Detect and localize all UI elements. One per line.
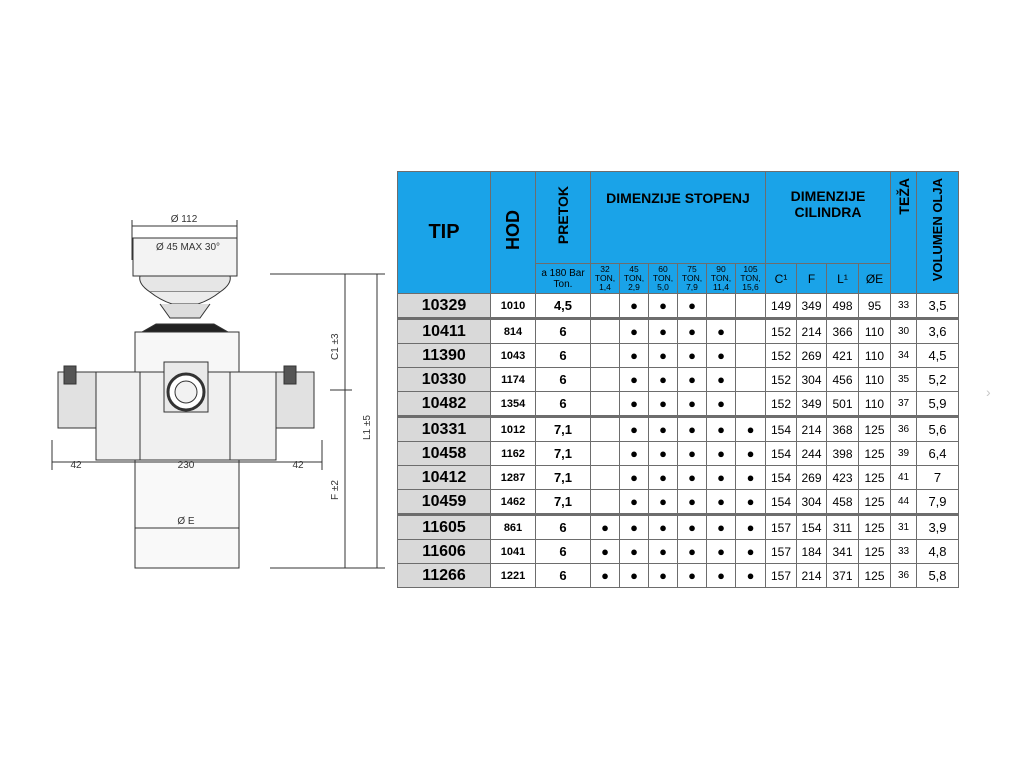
cell-l1: 341 [827,540,859,564]
cell-stage-1 [591,392,620,417]
cell-stage-3: ● [649,540,678,564]
table-row [398,344,959,368]
dim-l1: L1 ±5 [362,415,373,440]
cell-l1: 498 [827,294,859,319]
table-body [398,294,959,588]
header-pretok: PRETOK [536,172,591,264]
cell-pretok: 6 [536,368,591,392]
table-row [398,515,959,540]
cell-stage-3: ● [649,294,678,319]
cell-hod: 1010 [491,294,536,319]
cell-f: 304 [797,490,827,515]
cell-teza: 33 [891,294,917,319]
cell-stage-1: ● [591,564,620,588]
dim-left-42: 42 [70,460,82,471]
cell-teza: 30 [891,319,917,344]
cell-stage-1 [591,466,620,490]
cell-volumen: 5,8 [917,564,959,588]
cell-c1: 149 [766,294,797,319]
header-stage-3: 60 TON, 5,0 [649,264,678,294]
cell-stage-1 [591,319,620,344]
cell-tip: 10482 [398,392,491,417]
cell-teza: 36 [891,564,917,588]
cell-pretok: 7,1 [536,417,591,442]
header-tip: TIP [398,172,491,294]
cell-stage-5: ● [707,540,736,564]
cell-tip: 10331 [398,417,491,442]
cell-e: 125 [859,490,891,515]
dim-f: F ±2 [330,480,341,500]
cell-tip: 10412 [398,466,491,490]
cell-pretok: 6 [536,564,591,588]
dim-diameter-e: Ø E [177,516,195,527]
cell-stage-2: ● [620,344,649,368]
cell-f: 349 [797,392,827,417]
header-dimenzije-stopenj: DIMENZIJE STOPENJ [591,172,766,264]
cell-volumen: 6,4 [917,442,959,466]
cell-l1: 456 [827,368,859,392]
cell-stage-3: ● [649,417,678,442]
cell-l1: 423 [827,466,859,490]
header-stage-1: 32 TON, 1,4 [591,264,620,294]
cell-stage-6: ● [736,417,766,442]
cell-f: 244 [797,442,827,466]
cell-teza: 39 [891,442,917,466]
cell-f: 269 [797,344,827,368]
cell-stage-2: ● [620,515,649,540]
cell-volumen: 7,9 [917,490,959,515]
cell-stage-3: ● [649,344,678,368]
cell-c1: 157 [766,564,797,588]
cell-hod: 1174 [491,368,536,392]
cell-stage-5: ● [707,564,736,588]
cell-e: 125 [859,540,891,564]
cell-stage-6: ● [736,515,766,540]
dim-diameter-112: Ø 112 [170,214,198,225]
header-dimenzije-cilindra: DIMENZIJE CILINDRA [766,172,891,264]
header-c1: C¹ [766,264,797,294]
cell-stage-6: ● [736,490,766,515]
cell-stage-2: ● [620,540,649,564]
cell-stage-3: ● [649,368,678,392]
cell-pretok: 6 [536,344,591,368]
cell-stage-4: ● [678,417,707,442]
header-stage-2: 45 TON, 2,9 [620,264,649,294]
cell-stage-6 [736,368,766,392]
cell-teza: 41 [891,466,917,490]
table-row [398,417,959,442]
cell-hod: 814 [491,319,536,344]
cell-teza: 36 [891,417,917,442]
cell-hod: 1162 [491,442,536,466]
cell-f: 214 [797,564,827,588]
cell-l1: 368 [827,417,859,442]
cell-c1: 152 [766,368,797,392]
table-row [398,564,959,588]
dim-right-42: 42 [292,460,304,471]
cell-stage-3: ● [649,392,678,417]
cell-teza: 33 [891,540,917,564]
cell-stage-4: ● [678,564,707,588]
cell-stage-5: ● [707,466,736,490]
cell-e: 110 [859,392,891,417]
cell-stage-5: ● [707,368,736,392]
cell-pretok: 7,1 [536,490,591,515]
cell-stage-1 [591,344,620,368]
cell-stage-1 [591,368,620,392]
cell-tip: 10458 [398,442,491,466]
cell-stage-4: ● [678,294,707,319]
cell-c1: 152 [766,344,797,368]
cell-hod: 1221 [491,564,536,588]
cell-stage-6 [736,344,766,368]
cell-hod: 1041 [491,540,536,564]
cell-tip: 10330 [398,368,491,392]
cell-stage-4: ● [678,490,707,515]
cell-stage-2: ● [620,442,649,466]
cell-c1: 154 [766,442,797,466]
cell-stage-3: ● [649,442,678,466]
cell-tip: 11266 [398,564,491,588]
cell-volumen: 5,9 [917,392,959,417]
cell-stage-3: ● [649,319,678,344]
header-stage-6: 105 TON, 15,6 [736,264,766,294]
cell-stage-1 [591,417,620,442]
header-hod: HOD [491,172,536,294]
cell-c1: 154 [766,417,797,442]
table-row [398,540,959,564]
cell-c1: 152 [766,319,797,344]
cell-stage-4: ● [678,466,707,490]
cell-volumen: 4,5 [917,344,959,368]
cell-stage-2: ● [620,490,649,515]
cell-l1: 311 [827,515,859,540]
cell-stage-5: ● [707,515,736,540]
cell-f: 154 [797,515,827,540]
cell-stage-4: ● [678,344,707,368]
cell-stage-5 [707,294,736,319]
header-stage-5: 90 TON, 11,4 [707,264,736,294]
cell-e: 125 [859,466,891,490]
cell-hod: 1354 [491,392,536,417]
cell-volumen: 5,2 [917,368,959,392]
cell-c1: 154 [766,490,797,515]
cell-stage-6: ● [736,466,766,490]
cell-e: 125 [859,442,891,466]
cell-stage-2: ● [620,392,649,417]
table-row [398,466,959,490]
cell-pretok: 6 [536,540,591,564]
cell-c1: 157 [766,515,797,540]
cell-c1: 154 [766,466,797,490]
cell-stage-2: ● [620,368,649,392]
cell-stage-6: ● [736,540,766,564]
cell-pretok: 7,1 [536,466,591,490]
chevron-right-icon[interactable]: › [986,384,991,400]
table-row [398,319,959,344]
cell-stage-1 [591,442,620,466]
cell-l1: 371 [827,564,859,588]
cell-teza: 34 [891,344,917,368]
cell-pretok: 6 [536,319,591,344]
cell-c1: 152 [766,392,797,417]
cell-f: 214 [797,319,827,344]
cell-stage-6 [736,294,766,319]
cell-l1: 458 [827,490,859,515]
header-pretok-sub: a 180 Bar Ton. [536,264,591,294]
cell-teza: 37 [891,392,917,417]
cell-stage-4: ● [678,540,707,564]
cell-teza: 44 [891,490,917,515]
dim-c1: C1 ±3 [330,333,341,360]
cell-teza: 35 [891,368,917,392]
cell-pretok: 6 [536,515,591,540]
cell-pretok: 6 [536,392,591,417]
cell-volumen: 3,5 [917,294,959,319]
cell-volumen: 7 [917,466,959,490]
cell-stage-4: ● [678,442,707,466]
cell-f: 214 [797,417,827,442]
cell-volumen: 5,6 [917,417,959,442]
cell-c1: 157 [766,540,797,564]
cell-hod: 1012 [491,417,536,442]
cell-f: 304 [797,368,827,392]
cell-hod: 1287 [491,466,536,490]
cell-tip: 10459 [398,490,491,515]
cylinder-drawing [40,200,390,580]
cell-stage-5: ● [707,319,736,344]
cell-stage-6 [736,319,766,344]
cell-stage-3: ● [649,515,678,540]
cell-hod: 1462 [491,490,536,515]
cell-stage-2: ● [620,564,649,588]
cell-stage-2: ● [620,319,649,344]
cell-f: 184 [797,540,827,564]
cell-l1: 421 [827,344,859,368]
header-volumen-olja: VOLUMEN OLJA [917,172,959,294]
cell-tip: 10411 [398,319,491,344]
dim-diameter-45: Ø 45 MAX 30° [155,242,221,253]
cell-tip: 11390 [398,344,491,368]
cell-teza: 31 [891,515,917,540]
cell-f: 269 [797,466,827,490]
cell-f: 349 [797,294,827,319]
cell-stage-4: ● [678,319,707,344]
header-teza: TEŽA [891,172,917,294]
cell-pretok: 7,1 [536,442,591,466]
table-row [398,368,959,392]
cell-tip: 11605 [398,515,491,540]
cell-stage-6: ● [736,442,766,466]
table-row [398,392,959,417]
cell-volumen: 3,9 [917,515,959,540]
cell-e: 110 [859,319,891,344]
cell-e: 110 [859,344,891,368]
cell-stage-4: ● [678,515,707,540]
cell-stage-1 [591,294,620,319]
cell-stage-6: ● [736,564,766,588]
cell-stage-6 [736,392,766,417]
cell-stage-3: ● [649,564,678,588]
cell-stage-1 [591,490,620,515]
cell-stage-3: ● [649,490,678,515]
cell-stage-5: ● [707,490,736,515]
cell-l1: 366 [827,319,859,344]
cell-l1: 501 [827,392,859,417]
header-f: F [797,264,827,294]
cell-e: 125 [859,515,891,540]
cell-stage-5: ● [707,344,736,368]
cell-tip: 10329 [398,294,491,319]
cell-stage-1: ● [591,515,620,540]
cell-tip: 11606 [398,540,491,564]
cell-stage-4: ● [678,392,707,417]
cell-hod: 1043 [491,344,536,368]
cell-stage-3: ● [649,466,678,490]
table-row [398,442,959,466]
cell-stage-2: ● [620,417,649,442]
cell-stage-5: ● [707,417,736,442]
cell-volumen: 4,8 [917,540,959,564]
cell-volumen: 3,6 [917,319,959,344]
cell-stage-2: ● [620,294,649,319]
cell-hod: 861 [491,515,536,540]
table-row [398,294,959,319]
cell-stage-1: ● [591,540,620,564]
header-l1: L¹ [827,264,859,294]
cell-stage-4: ● [678,368,707,392]
header-stage-4: 75 TON, 7,9 [678,264,707,294]
table-row [398,490,959,515]
cell-e: 125 [859,564,891,588]
cell-stage-5: ● [707,442,736,466]
cell-e: 125 [859,417,891,442]
cell-l1: 398 [827,442,859,466]
cell-e: 110 [859,368,891,392]
cell-stage-2: ● [620,466,649,490]
cell-e: 95 [859,294,891,319]
dim-230: 230 [177,460,195,471]
spec-table [397,171,959,588]
cell-pretok: 4,5 [536,294,591,319]
cell-stage-5: ● [707,392,736,417]
header-e: ØE [859,264,891,294]
